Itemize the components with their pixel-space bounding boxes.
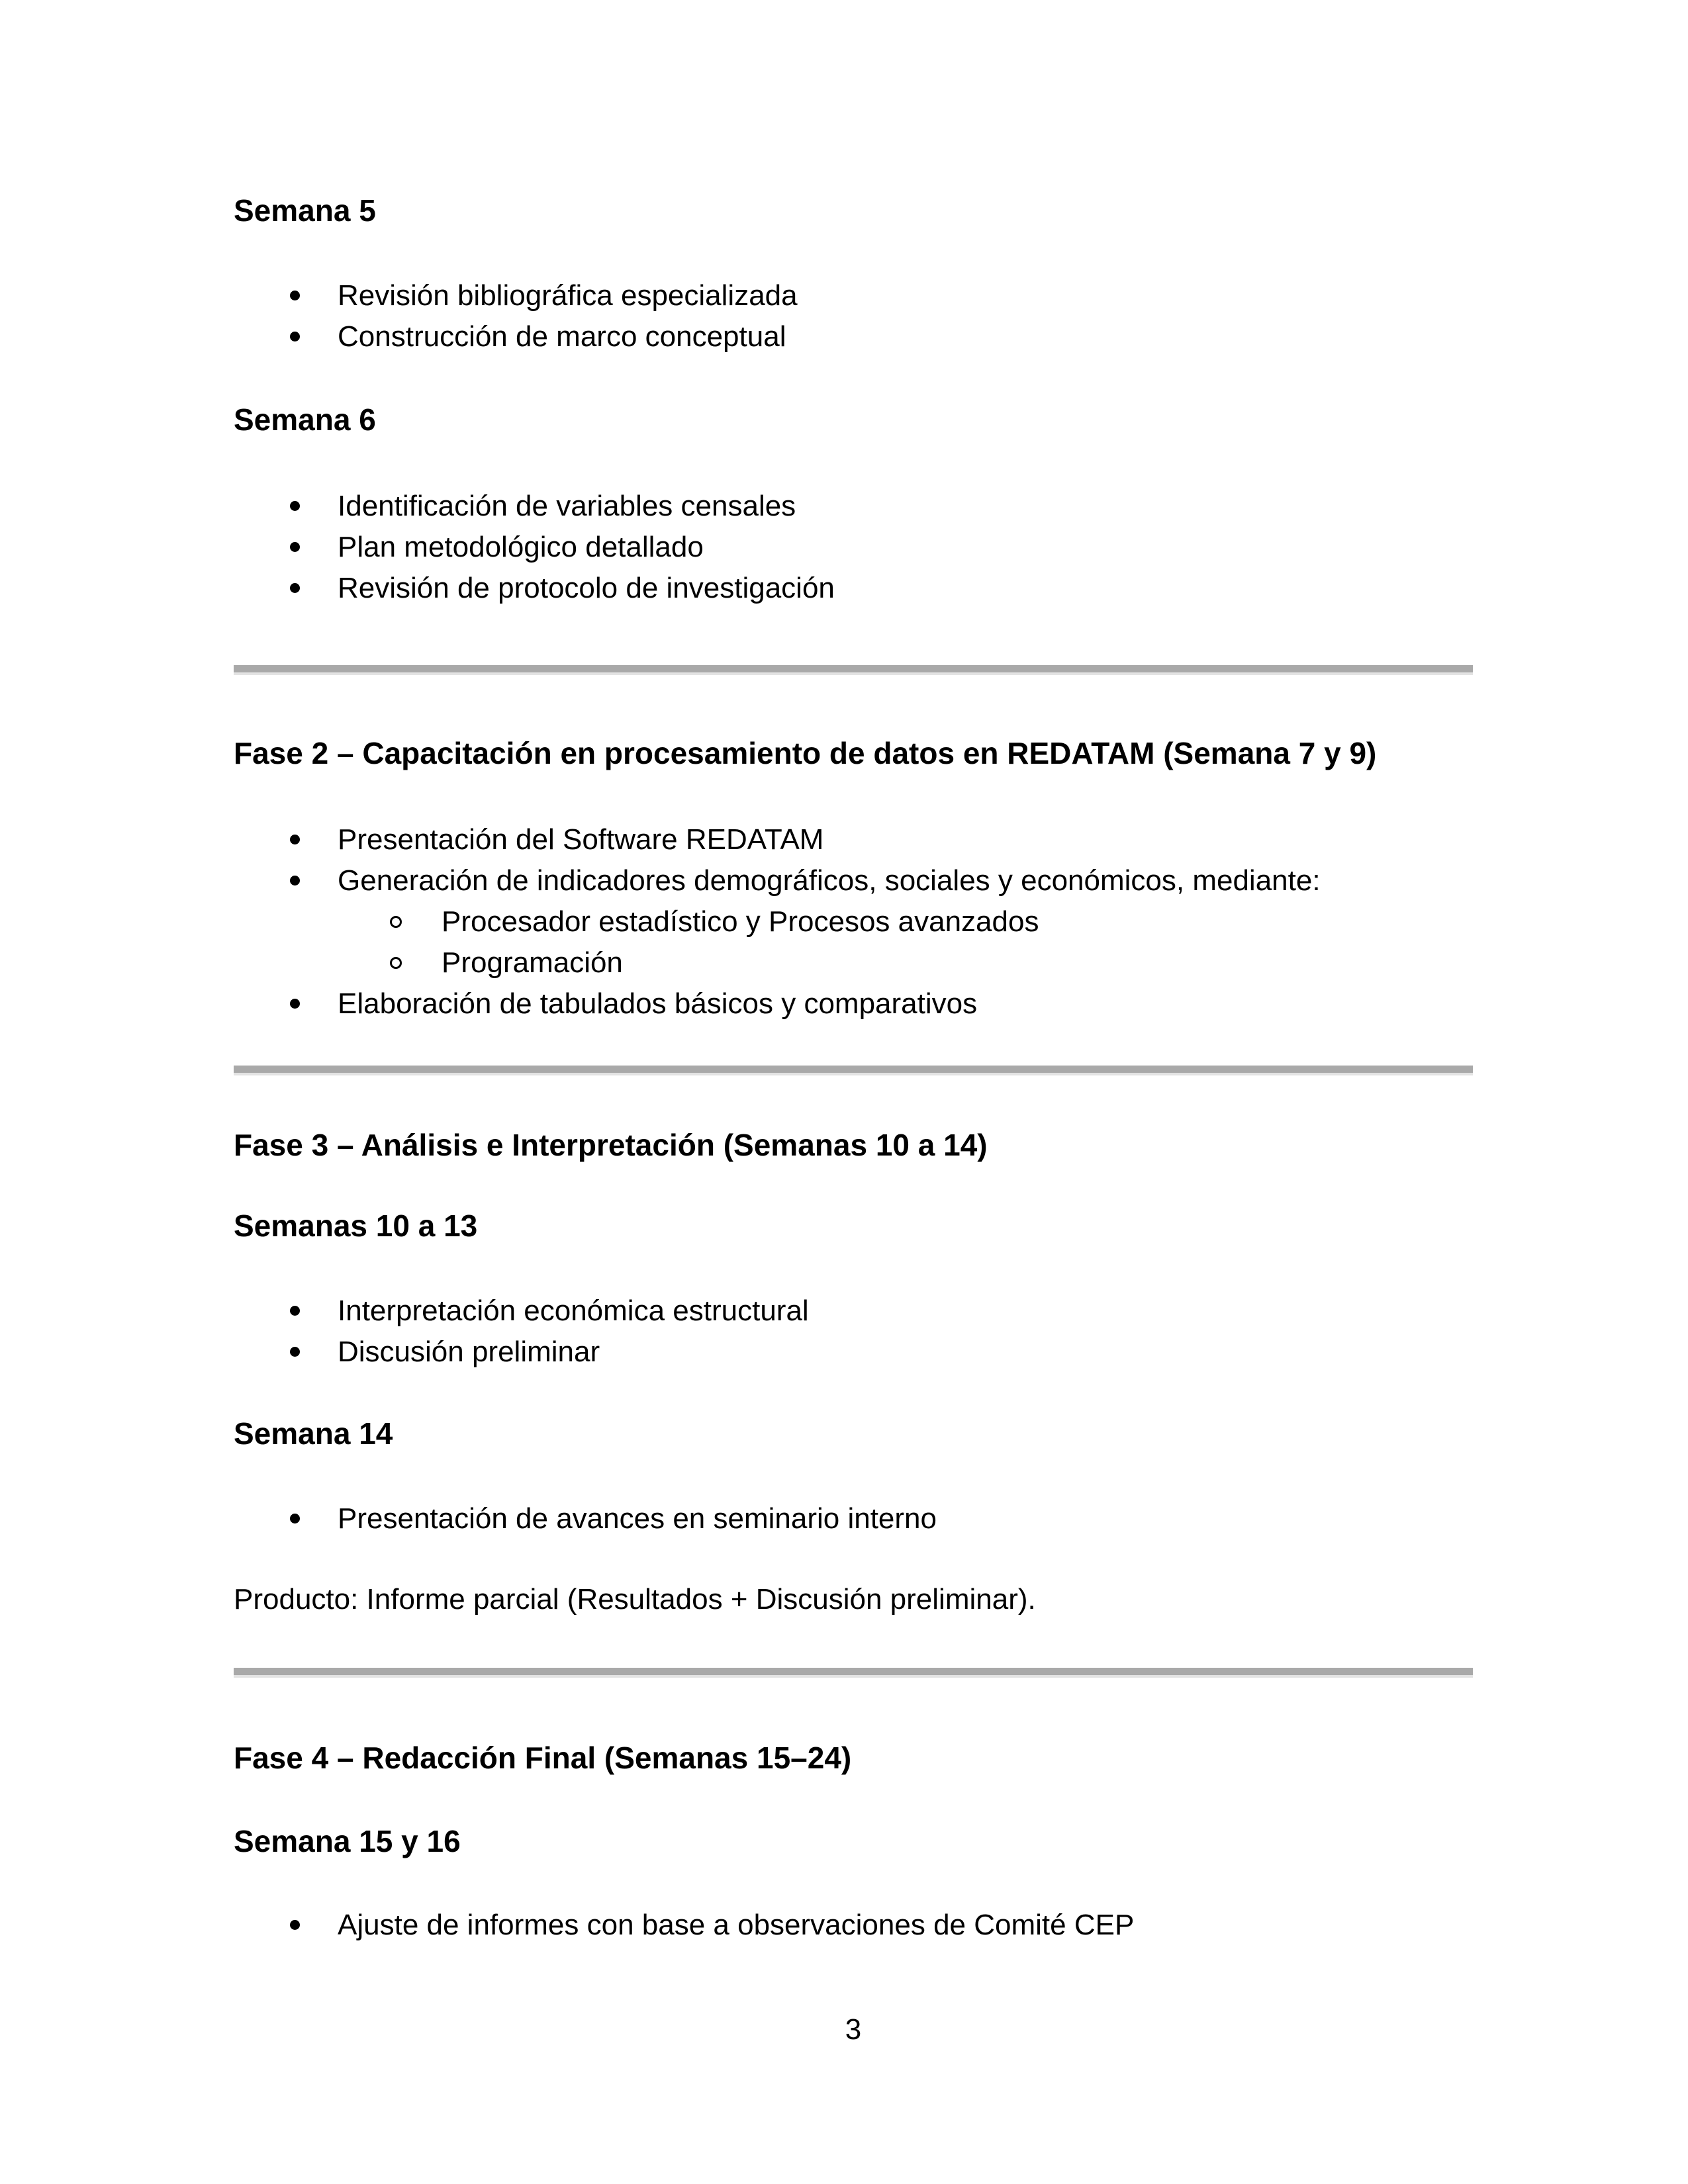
list-item — [290, 320, 786, 354]
circle-bullet-icon — [390, 916, 402, 928]
list-item-text: Revisión bibliográfica especializada — [338, 279, 798, 312]
list-item — [290, 823, 823, 857]
list-item-text: Generación de indicadores demográficos, sociales y económicos, mediante: — [338, 864, 1321, 897]
list-item-text: Plan metodológico detallado — [338, 531, 704, 563]
section-heading-fase-3: Fase 3 – Análisis e Interpretación (Semanas 10 a 14) — [234, 1128, 988, 1162]
section-heading-semanas-10-13: Semanas 10 a 13 — [234, 1208, 478, 1243]
bullet-icon — [290, 501, 300, 511]
section-heading-fase-2: Fase 2 – Capacitación en procesamiento de datos en REDATAM (Semana 7 y 9) — [234, 736, 1377, 770]
list-item — [290, 572, 835, 606]
list-item-text: Presentación de avances en seminario interno — [338, 1502, 937, 1535]
list-item-text: Construcción de marco conceptual — [338, 320, 786, 353]
section-heading-fase-4: Fase 4 – Redacción Final (Semanas 15–24) — [234, 1741, 852, 1775]
list-item-text: Ajuste de informes con base a observaciones de Comité CEP — [338, 1909, 1135, 1941]
list-item-text: Elaboración de tabulados básicos y comparativos — [338, 987, 978, 1020]
list-item — [290, 1909, 1134, 1942]
bullet-icon — [290, 583, 300, 593]
producto-paragraph: Producto: Informe parcial (Resultados + Discusión preliminar). — [234, 1583, 1036, 1615]
list-item — [290, 864, 1321, 898]
list-item-text: Presentación del Software REDATAM — [338, 823, 824, 856]
list-item — [290, 987, 977, 1021]
list-item — [290, 490, 796, 523]
bullet-icon — [290, 332, 300, 341]
section-divider — [234, 665, 1473, 672]
list-item-text: Interpretación económica estructural — [338, 1295, 809, 1327]
bullet-icon — [290, 999, 300, 1009]
list-item-text: Revisión de protocolo de investigación — [338, 572, 835, 604]
bullet-icon — [290, 1920, 300, 1930]
list-item-text: Identificación de variables censales — [338, 490, 796, 522]
bullet-icon — [290, 1347, 300, 1357]
list-item — [290, 279, 798, 313]
list-item — [290, 1336, 600, 1369]
list-item — [290, 531, 704, 565]
list-item — [290, 1502, 937, 1536]
sub-list-item — [390, 946, 623, 980]
page-number: 3 — [845, 2013, 862, 2046]
bullet-icon — [290, 291, 300, 300]
section-heading-semana-14: Semana 14 — [234, 1416, 393, 1451]
section-heading-semana-6: Semana 6 — [234, 402, 376, 437]
sub-list-item — [390, 905, 1039, 939]
bullet-icon — [290, 1514, 300, 1524]
sub-list-item-text: Procesador estadístico y Procesos avanzados — [442, 905, 1039, 938]
section-divider — [234, 1668, 1473, 1675]
list-item-text: Discusión preliminar — [338, 1336, 600, 1368]
bullet-icon — [290, 1306, 300, 1316]
bullet-icon — [290, 542, 300, 552]
sub-list-item-text: Programación — [442, 946, 623, 979]
section-heading-semana-15-16: Semana 15 y 16 — [234, 1824, 461, 1858]
circle-bullet-icon — [390, 957, 402, 969]
bullet-icon — [290, 835, 300, 844]
section-divider — [234, 1066, 1473, 1073]
bullet-icon — [290, 876, 300, 886]
section-heading-semana-5: Semana 5 — [234, 193, 376, 228]
list-item — [290, 1295, 809, 1328]
